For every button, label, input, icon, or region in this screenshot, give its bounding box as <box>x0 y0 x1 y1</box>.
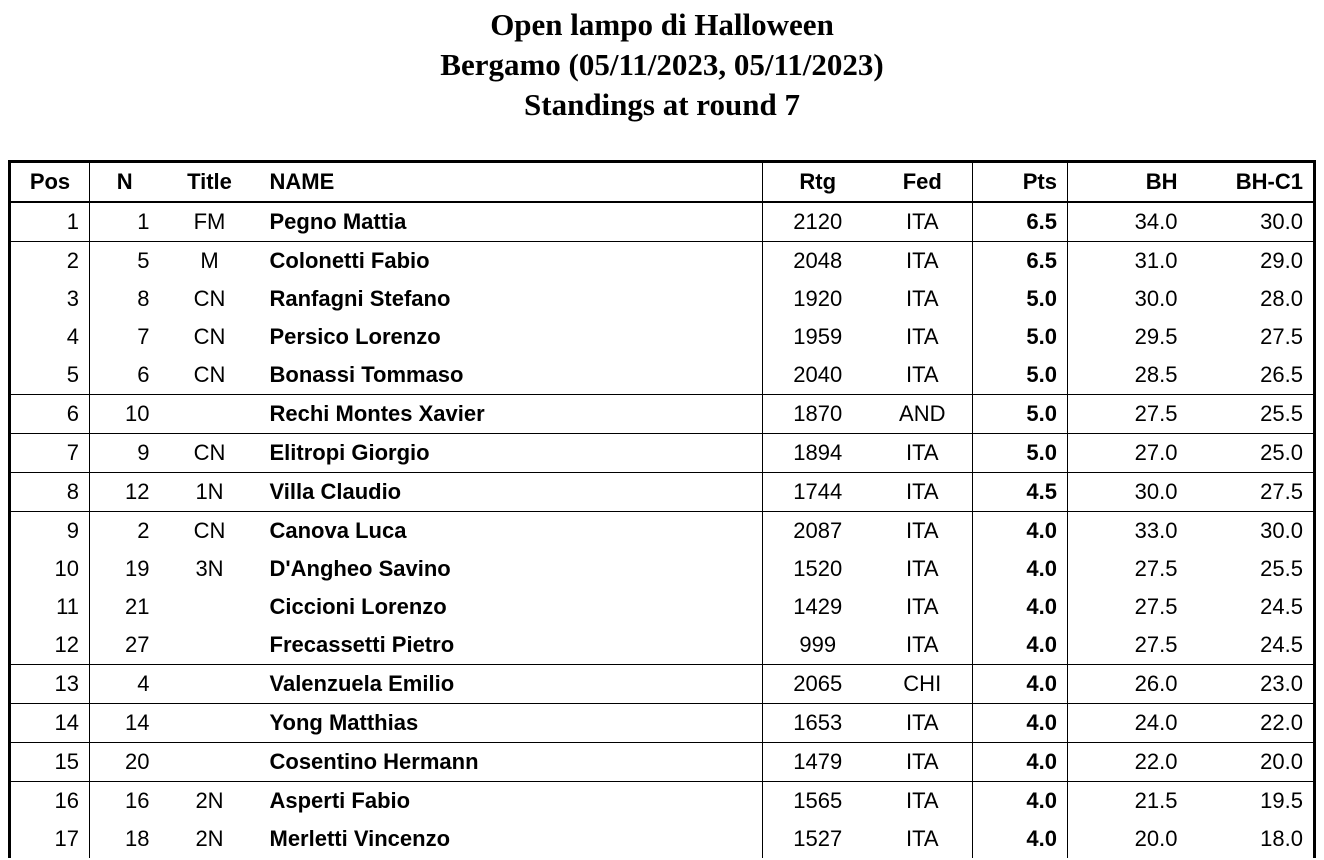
cell-pos: 10 <box>10 550 90 588</box>
cell-pos: 1 <box>10 202 90 242</box>
cell-pts: 4.0 <box>973 743 1068 782</box>
cell-n: 21 <box>125 594 150 619</box>
cell-pts: 5.0 <box>973 356 1068 395</box>
cell-fed: ITA <box>873 782 973 821</box>
cell-n: 9 <box>90 434 160 473</box>
cell-pos: 8 <box>10 473 90 512</box>
cell-rtg: 1653 <box>763 704 873 743</box>
cell-bh: 33.0 <box>1068 512 1188 551</box>
cell-rtg: 999 <box>799 632 837 657</box>
cell-fed: ITA <box>873 588 973 626</box>
cell-bh: 34.0 <box>1134 209 1178 234</box>
cell-pts: 4.0 <box>973 665 1068 704</box>
cell-pts: 4.0 <box>973 512 1068 551</box>
cell-fed: ITA <box>873 704 973 743</box>
cell-pos: 6 <box>10 395 90 434</box>
cell-n: 4 <box>90 665 160 704</box>
table-row <box>10 588 1315 626</box>
cell-pos: 11 <box>10 588 90 626</box>
cell-bh-c1: 22.0 <box>1188 704 1315 743</box>
column-header-fed: Fed <box>873 162 973 203</box>
tournament-name: Open lampo di Halloween <box>490 7 834 42</box>
cell-pos: 4 <box>10 318 90 356</box>
table-row <box>10 202 1315 242</box>
cell-bh: 20.0 <box>1134 826 1178 851</box>
cell-fed: ITA <box>873 743 973 782</box>
cell-bh: 21.5 <box>1068 782 1188 821</box>
cell-bh: 28.5 <box>1134 362 1178 387</box>
cell-title: CN <box>193 362 226 387</box>
cell-fed: ITA <box>873 473 973 512</box>
column-header-bh: BH <box>1068 162 1188 203</box>
cell-name: Valenzuela Emilio <box>260 665 763 704</box>
column-header-n: N <box>90 162 160 203</box>
standings-round-title: Standings at round 7 <box>524 87 800 122</box>
cell-bh: 29.5 <box>1134 324 1178 349</box>
cell-fed: ITA <box>873 356 973 395</box>
cell-n: 14 <box>90 704 160 743</box>
cell-title: FM <box>193 209 226 234</box>
table-row <box>10 434 1315 473</box>
cell-n: 27 <box>125 632 150 657</box>
cell-fed: ITA <box>873 512 973 551</box>
cell-rtg: 1429 <box>793 594 843 619</box>
cell-pos: 16 <box>10 782 90 821</box>
cell-rtg: 1527 <box>793 826 843 851</box>
cell-rtg: 1959 <box>793 324 843 349</box>
cell-pos: 5 <box>10 356 90 395</box>
cell-name: D'Angheo Savino <box>260 550 763 588</box>
cell-fed: ITA <box>873 550 973 588</box>
cell-title: 3N <box>195 556 224 581</box>
cell-pts: 5.0 <box>973 318 1068 356</box>
cell-bh: 30.0 <box>1134 286 1178 311</box>
cell-rtg: 1894 <box>763 434 873 473</box>
cell-rtg: 2120 <box>793 209 843 234</box>
cell-rtg: 1565 <box>763 782 873 821</box>
cell-rtg: 1520 <box>793 556 843 581</box>
cell-name: Rechi Montes Xavier <box>260 395 763 434</box>
cell-pos: 2 <box>10 242 90 281</box>
cell-title: CN <box>160 434 260 473</box>
table-row <box>10 743 1315 782</box>
table-row <box>10 820 1315 858</box>
cell-pts: 6.5 <box>973 242 1068 281</box>
tournament-location-dates: Bergamo (05/11/2023, 05/11/2023) <box>440 47 884 82</box>
table-row <box>10 550 1315 588</box>
cell-n: 16 <box>90 782 160 821</box>
cell-name: Pegno Mattia <box>260 202 763 242</box>
cell-bh-c1: 28.0 <box>1260 286 1303 311</box>
cell-fed: ITA <box>873 318 973 356</box>
cell-rtg: 1479 <box>763 743 873 782</box>
cell-bh-c1: 24.5 <box>1260 594 1303 619</box>
cell-pos: 9 <box>10 512 90 551</box>
cell-pts: 4.0 <box>973 704 1068 743</box>
cell-rtg: 2087 <box>763 512 873 551</box>
cell-fed: ITA <box>873 434 973 473</box>
cell-bh-c1: 27.5 <box>1188 473 1315 512</box>
column-header-title: Title <box>160 162 260 203</box>
table-row <box>10 704 1315 743</box>
table-row <box>10 626 1315 665</box>
cell-name: Persico Lorenzo <box>260 318 763 356</box>
cell-bh: 27.5 <box>1134 556 1178 581</box>
cell-fed: ITA <box>873 280 973 318</box>
cell-n: 18 <box>125 826 150 851</box>
cell-name: Bonassi Tommaso <box>260 356 763 395</box>
cell-title: CN <box>160 512 260 551</box>
cell-bh-c1: 30.0 <box>1260 209 1303 234</box>
cell-bh-c1: 30.0 <box>1188 512 1315 551</box>
cell-pts: 5.0 <box>973 434 1068 473</box>
cell-name: Colonetti Fabio <box>260 242 763 281</box>
cell-pos: 3 <box>10 280 90 318</box>
cell-pts: 5.0 <box>973 280 1068 318</box>
cell-pts: 4.0 <box>973 626 1068 665</box>
cell-rtg: 1744 <box>763 473 873 512</box>
cell-fed: ITA <box>873 242 973 281</box>
cell-name: Cosentino Hermann <box>260 743 763 782</box>
cell-title <box>160 665 260 704</box>
cell-fed: ITA <box>873 820 973 858</box>
cell-name: Villa Claudio <box>260 473 763 512</box>
cell-fed: ITA <box>873 202 973 242</box>
cell-n: 20 <box>90 743 160 782</box>
table-row <box>10 280 1315 318</box>
cell-pos: 14 <box>10 704 90 743</box>
cell-rtg: 2040 <box>793 362 843 387</box>
cell-bh-c1: 19.5 <box>1188 782 1315 821</box>
cell-bh-c1: 25.5 <box>1260 556 1303 581</box>
cell-bh-c1: 24.5 <box>1260 632 1303 657</box>
cell-rtg: 1920 <box>793 286 843 311</box>
cell-n: 6 <box>137 362 150 387</box>
cell-n: 19 <box>125 556 150 581</box>
cell-bh-c1: 29.0 <box>1188 242 1315 281</box>
cell-title: CN <box>193 286 226 311</box>
table-row <box>10 356 1315 395</box>
cell-rtg: 2065 <box>763 665 873 704</box>
cell-pts: 4.0 <box>973 820 1068 858</box>
standings-table <box>8 160 1316 858</box>
cell-n: 2 <box>90 512 160 551</box>
document-title-block <box>0 5 1324 125</box>
cell-bh: 27.5 <box>1068 395 1188 434</box>
cell-title <box>160 743 260 782</box>
column-header-bh-c1: BH-C1 <box>1188 162 1315 203</box>
cell-pts: 4.0 <box>973 588 1068 626</box>
cell-pos: 17 <box>10 820 90 858</box>
cell-pts: 5.0 <box>973 395 1068 434</box>
cell-n: 10 <box>90 395 160 434</box>
cell-bh: 30.0 <box>1068 473 1188 512</box>
cell-name: Canova Luca <box>260 512 763 551</box>
table-header-row <box>10 162 1315 203</box>
cell-bh-c1: 25.0 <box>1188 434 1315 473</box>
cell-bh: 27.0 <box>1068 434 1188 473</box>
cell-bh-c1: 23.0 <box>1188 665 1315 704</box>
cell-fed: AND <box>873 395 973 434</box>
cell-pts: 4.5 <box>973 473 1068 512</box>
cell-title <box>160 395 260 434</box>
cell-bh: 31.0 <box>1068 242 1188 281</box>
table-row <box>10 665 1315 704</box>
cell-name: Asperti Fabio <box>260 782 763 821</box>
cell-title: CN <box>193 324 226 349</box>
cell-bh: 27.5 <box>1134 594 1178 619</box>
table-row <box>10 782 1315 821</box>
cell-name: Ciccioni Lorenzo <box>260 588 763 626</box>
cell-title: M <box>160 242 260 281</box>
cell-n: 5 <box>90 242 160 281</box>
cell-pos: 12 <box>10 626 90 665</box>
cell-pos: 15 <box>10 743 90 782</box>
cell-pts: 4.0 <box>973 550 1068 588</box>
table-row <box>10 395 1315 434</box>
table-row <box>10 512 1315 551</box>
cell-bh-c1: 27.5 <box>1260 324 1303 349</box>
cell-title <box>160 588 260 626</box>
cell-n: 1 <box>137 209 150 234</box>
cell-bh: 22.0 <box>1068 743 1188 782</box>
cell-bh: 24.0 <box>1068 704 1188 743</box>
cell-bh: 27.5 <box>1134 632 1178 657</box>
cell-title <box>160 704 260 743</box>
cell-bh-c1: 26.5 <box>1260 362 1303 387</box>
cell-fed: ITA <box>873 626 973 665</box>
cell-rtg: 1870 <box>763 395 873 434</box>
cell-pos: 7 <box>10 434 90 473</box>
cell-bh: 26.0 <box>1068 665 1188 704</box>
cell-name: Ranfagni Stefano <box>260 280 763 318</box>
cell-fed: CHI <box>873 665 973 704</box>
cell-n: 8 <box>137 286 150 311</box>
table-row <box>10 473 1315 512</box>
cell-name: Merletti Vincenzo <box>260 820 763 858</box>
column-header-pts: Pts <box>973 162 1068 203</box>
cell-bh-c1: 18.0 <box>1260 826 1303 851</box>
cell-name: Frecassetti Pietro <box>260 626 763 665</box>
column-header-pos: Pos <box>10 162 90 203</box>
cell-n: 7 <box>137 324 150 349</box>
cell-title: 2N <box>195 826 224 851</box>
cell-name: Yong Matthias <box>260 704 763 743</box>
cell-bh-c1: 20.0 <box>1188 743 1315 782</box>
cell-pts: 6.5 <box>973 202 1068 242</box>
table-row <box>10 242 1315 281</box>
cell-name: Elitropi Giorgio <box>260 434 763 473</box>
column-header-name: NAME <box>260 162 763 203</box>
cell-pos: 13 <box>10 665 90 704</box>
cell-n: 12 <box>90 473 160 512</box>
cell-bh-c1: 25.5 <box>1188 395 1315 434</box>
cell-pts: 4.0 <box>973 782 1068 821</box>
column-header-rtg: Rtg <box>763 162 873 203</box>
cell-rtg: 2048 <box>763 242 873 281</box>
cell-title: 1N <box>160 473 260 512</box>
cell-title: 2N <box>160 782 260 821</box>
table-row <box>10 318 1315 356</box>
cell-title <box>160 626 260 665</box>
